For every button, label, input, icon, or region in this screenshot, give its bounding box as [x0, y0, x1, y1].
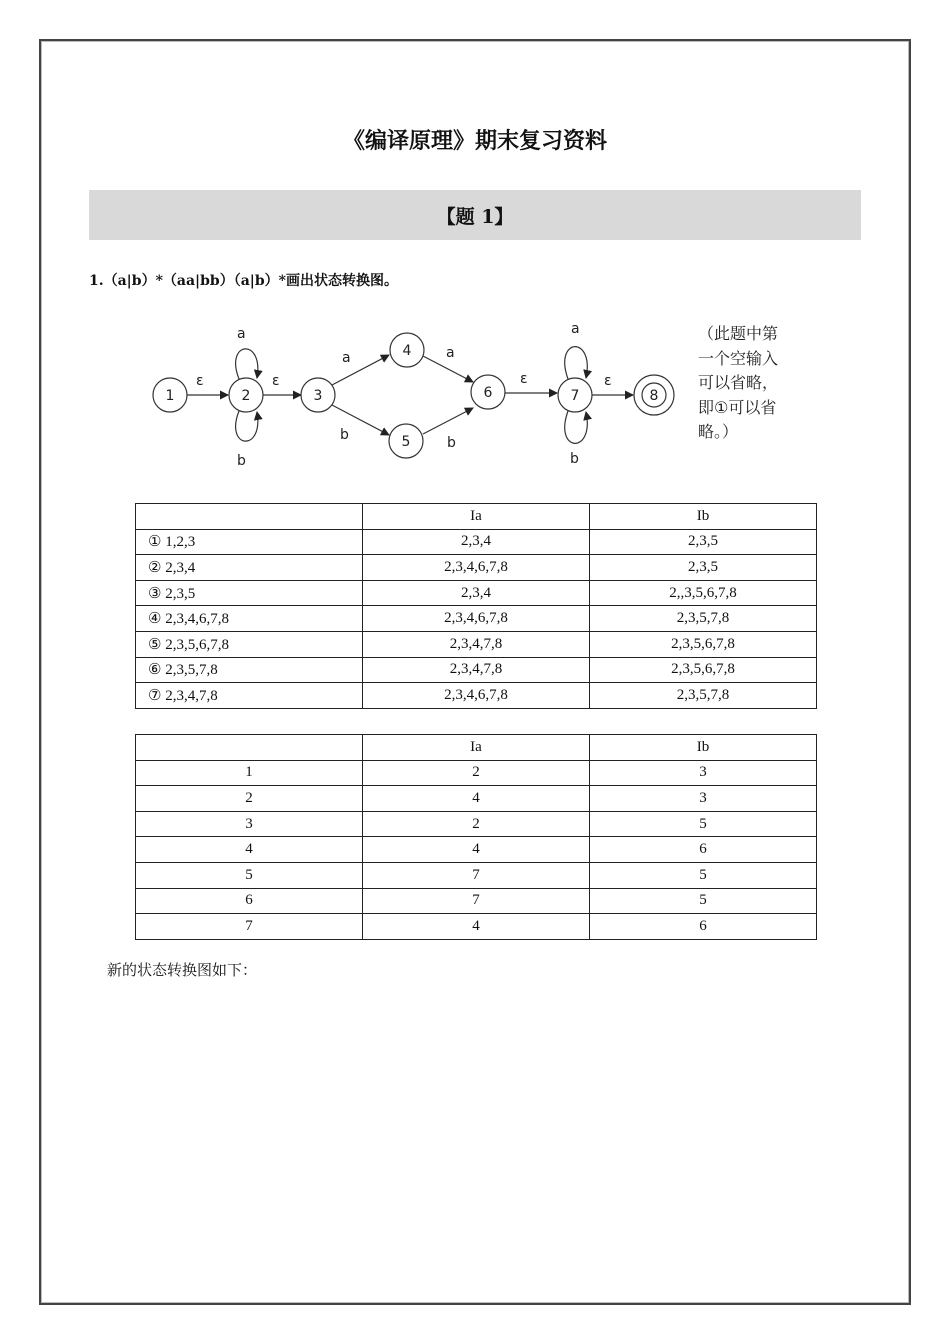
diagram-note: [698, 322, 798, 445]
table-cell: 4: [136, 837, 363, 863]
table-cell: 2: [363, 760, 590, 786]
note-line: （此题中第: [698, 324, 779, 343]
label-e23: ε: [272, 373, 280, 389]
table-cell: ⑥ 2,3,5,7,8: [136, 657, 363, 683]
label-e35: b: [340, 427, 349, 443]
header-cell: [136, 504, 363, 530]
table-cell: 2,3,4,6,7,8: [363, 555, 590, 581]
table-cell: 2,3,5: [590, 529, 817, 555]
table-cell: ③ 2,3,5: [136, 580, 363, 606]
table-cell: 2: [363, 811, 590, 837]
state-node-1: [153, 378, 187, 412]
table-cell: 2,3,4: [363, 580, 590, 606]
table-row: [136, 683, 817, 709]
table-row: [136, 555, 817, 581]
table-cell: ⑦ 2,3,4,7,8: [136, 683, 363, 709]
table-cell: 2,3,5,7,8: [590, 606, 817, 632]
table-row: [136, 862, 817, 888]
loop-2-top: [236, 349, 258, 379]
loop-7-top: [565, 347, 588, 379]
table-cell: 4: [363, 786, 590, 812]
table-cell: ② 2,3,4: [136, 555, 363, 581]
table-cell: 6: [590, 914, 817, 940]
table-cell: 2: [136, 786, 363, 812]
svg-text:5: 5: [401, 434, 411, 450]
svg-text:1: 1: [165, 388, 175, 404]
table-cell: 3: [136, 811, 363, 837]
table-cell: 6: [136, 888, 363, 914]
table-cell: 2,,3,5,6,7,8: [590, 580, 817, 606]
table-row: [136, 657, 817, 683]
svg-text:7: 7: [570, 388, 580, 404]
state-node-7: [558, 378, 592, 412]
svg-text:2: 2: [241, 388, 251, 404]
table-row: [136, 580, 817, 606]
table-cell: 2,3,4: [363, 529, 590, 555]
table-row: [136, 606, 817, 632]
state-node-2: [229, 378, 263, 412]
state-node-4: [390, 333, 424, 367]
state-node-3: [301, 378, 335, 412]
label-e34: a: [342, 350, 351, 366]
svg-text:3: 3: [313, 388, 323, 404]
table-cell: 1: [136, 760, 363, 786]
svg-text:8: 8: [649, 388, 659, 404]
label-e67: ε: [520, 371, 528, 387]
table-cell: 4: [363, 837, 590, 863]
state-node-8-final: [634, 375, 674, 415]
table-cell: 2,3,5,7,8: [590, 683, 817, 709]
header-cell: [136, 735, 363, 761]
label-loop7-top: a: [571, 321, 580, 337]
table-cell: ⑤ 2,3,5,6,7,8: [136, 631, 363, 657]
table-cell: 3: [590, 786, 817, 812]
table-cell: 2,3,5: [590, 555, 817, 581]
question-text: 1.（a|b）*（aa|bb）（a|b）*画出状态转换图。: [89, 273, 398, 289]
subset-construction-table: [135, 503, 817, 709]
label-e12: ε: [196, 373, 204, 389]
table-cell: 5: [590, 811, 817, 837]
table-cell: 5: [590, 888, 817, 914]
table-cell: 2,3,4,6,7,8: [363, 606, 590, 632]
table-row: [136, 914, 817, 940]
table-row: [136, 786, 817, 812]
header-cell: Ib: [590, 735, 817, 761]
closing-text: 新的状态转换图如下：: [107, 961, 258, 979]
header-cell: Ia: [363, 504, 590, 530]
table-row: [136, 811, 817, 837]
table-cell: 2,3,5,6,7,8: [590, 631, 817, 657]
state-transition-diagram: [140, 315, 690, 475]
table-cell: 5: [136, 862, 363, 888]
renamed-state-table: [135, 734, 817, 940]
table-cell: 5: [590, 862, 817, 888]
table-cell: 2,3,4,7,8: [363, 657, 590, 683]
table-cell: 4: [363, 914, 590, 940]
note-line: 即①可以省: [698, 397, 777, 417]
label-loop7-bottom: b: [570, 451, 579, 467]
table-row: [136, 529, 817, 555]
label-loop2-bottom: b: [237, 453, 246, 469]
table-cell: 6: [590, 837, 817, 863]
note-line: 可以省略，: [698, 373, 779, 392]
loop-7-bottom: [565, 411, 588, 443]
state-node-6: [471, 375, 505, 409]
note-line: 一个空输入: [698, 348, 779, 368]
table-row: [136, 888, 817, 914]
document-title: 《编译原理》期末复习资料: [342, 129, 607, 154]
table-row: [136, 631, 817, 657]
section-header: 【题 1】: [89, 190, 861, 240]
table-cell: 7: [136, 914, 363, 940]
table-header-row: [136, 735, 817, 761]
label-loop2-top: a: [237, 326, 246, 342]
state-node-5: [389, 424, 423, 458]
svg-text:4: 4: [402, 343, 412, 359]
loop-2-bottom: [236, 411, 258, 441]
svg-text:6: 6: [483, 385, 493, 401]
table-cell: ④ 2,3,4,6,7,8: [136, 606, 363, 632]
label-e78: ε: [604, 373, 612, 389]
table-row: [136, 837, 817, 863]
edge-5-6: [423, 408, 473, 434]
table-row: [136, 760, 817, 786]
table-cell: ① 1,2,3: [136, 529, 363, 555]
note-line: 略。）: [698, 422, 739, 441]
table-cell: 2,3,5,6,7,8: [590, 657, 817, 683]
table-cell: 7: [363, 888, 590, 914]
label-e46: a: [446, 345, 455, 361]
header-cell: Ib: [590, 504, 817, 530]
table-cell: 2,3,4,6,7,8: [363, 683, 590, 709]
table-cell: 3: [590, 760, 817, 786]
table-cell: 2,3,4,7,8: [363, 631, 590, 657]
label-e56: b: [447, 435, 456, 451]
table-header-row: [136, 504, 817, 530]
edge-3-4: [332, 355, 389, 385]
table-cell: 7: [363, 862, 590, 888]
header-cell: Ia: [363, 735, 590, 761]
